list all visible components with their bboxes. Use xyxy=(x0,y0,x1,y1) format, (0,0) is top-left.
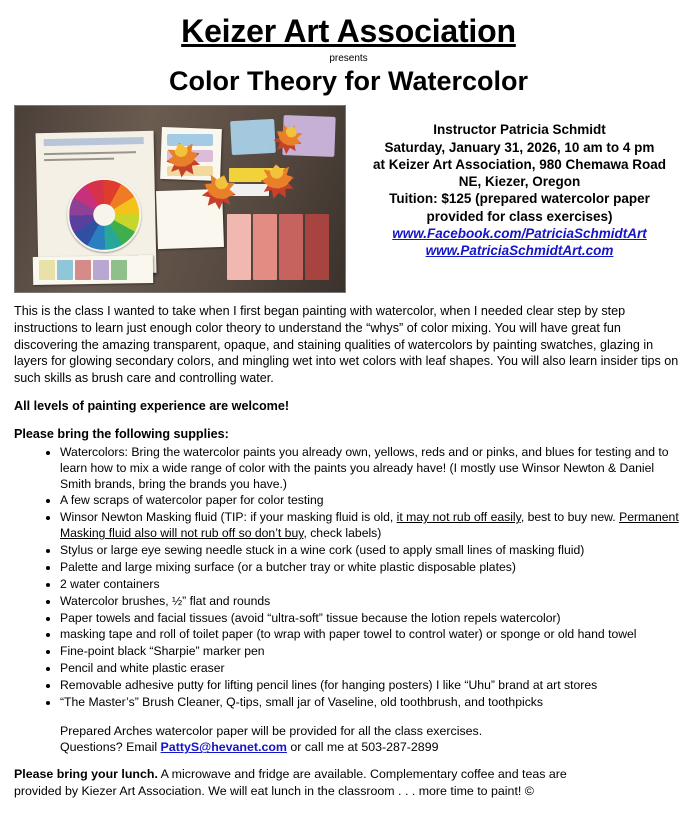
instructor-name: Instructor Patricia Schmidt xyxy=(433,122,606,138)
list-item: • Palette and large mixing surface (or a butcher tray or white plastic disposable plates) xyxy=(60,560,683,576)
masking-part3: , check labels) xyxy=(303,526,382,541)
class-photo xyxy=(14,105,346,293)
paper-provided-note: Prepared Arches watercolor paper will be provided for all the class exercises. xyxy=(60,723,483,738)
photo-worksheet xyxy=(36,131,157,275)
email-link[interactable]: PattyS@hevanet.com xyxy=(160,740,287,755)
presents-label: presents xyxy=(329,53,368,65)
photo-strip xyxy=(253,214,277,280)
photo-strip xyxy=(39,260,55,280)
class-details xyxy=(356,105,683,259)
course-title: Color Theory for Watercolor xyxy=(168,66,529,97)
photo-color-wheel xyxy=(66,177,142,253)
footer-line1: A microwave and fridge are available. Complementary coffee and teas are xyxy=(157,767,567,782)
questions-suffix: or call me at 503-287-2899 xyxy=(286,740,439,755)
photo-strip xyxy=(227,214,251,280)
tuition-line1: Tuition: $125 (prepared watercolor paper xyxy=(389,191,650,207)
list-item: • Fine-point black “Sharpie” marker pen xyxy=(60,644,683,660)
masking-part1: Winsor Newton Masking fluid (TIP: if your masking fluid is old, xyxy=(60,510,397,525)
photo-wash xyxy=(167,134,213,146)
class-location-line2: NE, Kiezer, Oregon xyxy=(458,174,581,190)
photo-wash xyxy=(230,119,276,155)
masking-underline1: it may not rub off easily xyxy=(396,510,521,525)
top-section xyxy=(14,105,683,293)
photo-strip xyxy=(57,260,73,280)
photo-strip xyxy=(279,214,303,280)
list-item: • Watercolors: Bring the watercolor paints you already own, yellows, reds and or pinks, and blues for testing and to learn how to mix a wide range of color with the paints you already have! (I mostly use Winsor Newton & Daniel Smith brands, bring the brands you have.) xyxy=(60,445,683,493)
questions-prefix: Questions? Email xyxy=(60,740,161,755)
list-item-masking-fluid xyxy=(60,510,683,542)
supplies-list xyxy=(14,445,683,711)
list-item: • Paper towels and facial tissues (avoid “ultra-soft” tissue because the lotion repels watercolor) xyxy=(60,611,683,627)
masking-underline2: Permanent Masking fluid also will not rub off so don’t buy xyxy=(60,510,679,541)
supplies-heading: Please bring the following supplies: xyxy=(14,426,229,441)
questions-line xyxy=(60,739,683,756)
list-item: • Pencil and white plastic eraser xyxy=(60,661,683,677)
photo-worksheet-line xyxy=(44,151,136,155)
closing-notes xyxy=(14,723,683,756)
class-datetime: Saturday, January 31, 2026, 10 am to 4 pm xyxy=(384,139,655,155)
class-location-line1: at Keizer Art Association, 980 Chemawa Road xyxy=(372,156,667,172)
list-item: • 2 water containers xyxy=(60,577,683,593)
footer-note xyxy=(14,766,683,799)
website-link[interactable]: www.PatriciaSchmidtArt.com xyxy=(425,243,614,259)
photo-strip xyxy=(75,260,91,280)
organization-title: Keizer Art Association xyxy=(181,13,516,49)
facebook-link[interactable]: www.Facebook.com/PatriciaSchmidtArt xyxy=(392,225,647,241)
list-item: • Removable adhesive putty for lifting pencil lines (for hanging posters) I like “Uhu” brand at art stores xyxy=(60,678,683,694)
all-levels-note: All levels of painting experience are welcome! xyxy=(14,398,290,413)
tuition-line2: provided for class exercises) xyxy=(426,208,613,224)
list-item: • Watercolor brushes, ½” flat and rounds xyxy=(60,594,683,610)
footer-line2: provided by Kiezer Art Association. We will eat lunch in the classroom . . . more time to paint! © xyxy=(14,783,534,798)
list-item: • Stylus or large eye sewing needle stuck in a wine cork (used to apply small lines of masking fluid) xyxy=(60,543,683,559)
list-item: • “The Master’s” Brush Cleaner, Q-tips, small jar of Vaseline, old toothbrush, and toothpicks xyxy=(60,695,683,711)
photo-worksheet-line xyxy=(44,158,114,161)
list-item: • A few scraps of watercolor paper for color testing xyxy=(60,493,683,509)
class-description: This is the class I wanted to take when I first began painting with watercolor, when I needed clear step by step instructions to learn just enough color theory to understand the “whys” of color mixing. You will have great fun discovering the amazing transparent, opaque, and staining qualities of watercolors by painting swatches, glazing in layers for glowing secondary colors, and mingling wet into wet colors with leaf shapes. You will also learn insider tips on such skills as brush care and controlling water. xyxy=(14,304,679,386)
photo-strip xyxy=(93,260,109,280)
photo-strip xyxy=(305,214,329,280)
photo-worksheet-header xyxy=(44,137,144,146)
masking-part2: , best to buy new. xyxy=(520,510,620,525)
footer-bold-lead: Please bring your lunch. xyxy=(14,767,158,782)
photo-strip xyxy=(111,260,127,280)
list-item: • masking tape and roll of toilet paper (to wrap with paper towel to control water) or sponge or old hand towel xyxy=(60,627,683,643)
